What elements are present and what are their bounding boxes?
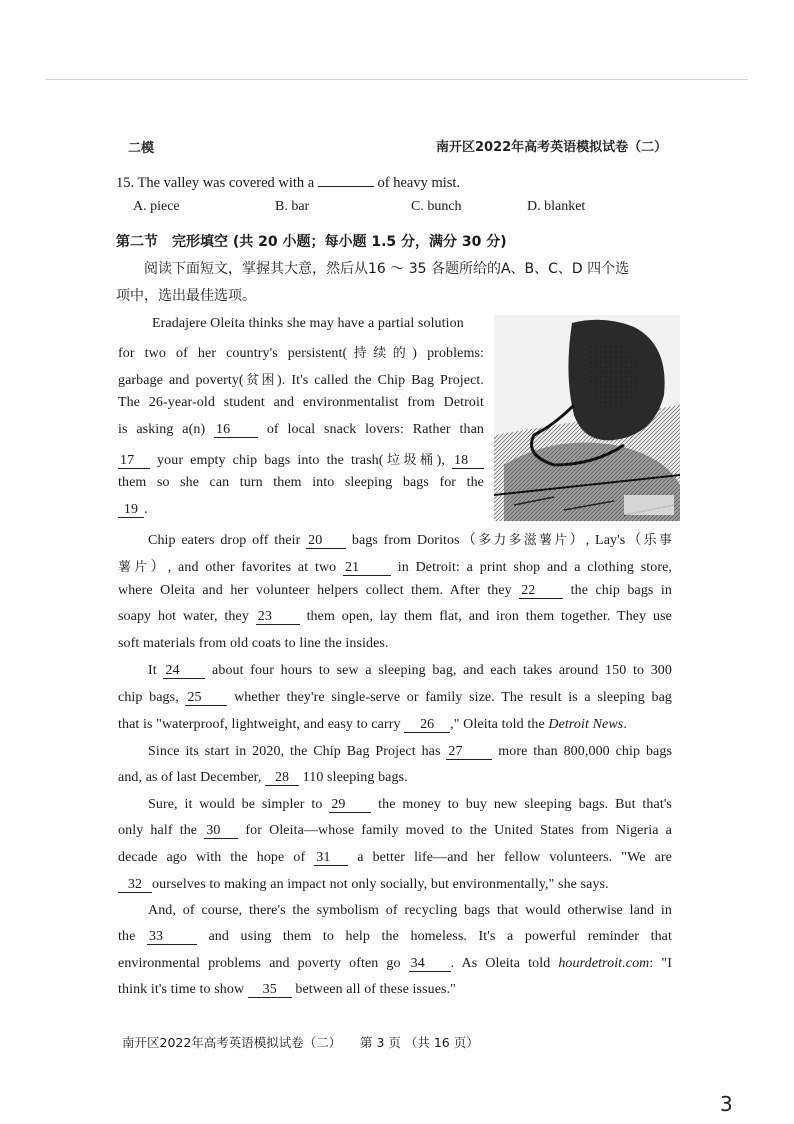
passage-line: chip bags, 25 whether they're single-serve or family size. The result is a sleeping bag [118, 690, 672, 705]
passage-line: The 26-year-old student and environmentalist from Detroit [118, 395, 484, 410]
question-15-stem-start: 15. The valley was covered with a [116, 175, 318, 191]
passage-line: garbage and poverty(贫困). It's called the Chip Bag Project. [118, 373, 485, 388]
blank-23: 23 [256, 610, 300, 625]
blank-27: 27 [446, 745, 492, 760]
passage-line: It 24 about four hours to sew a sleeping bag, and each takes around 150 to 300 [148, 663, 672, 678]
top-divider [46, 79, 748, 80]
page-number: 3 [720, 1092, 733, 1116]
blank-19: 19 [118, 503, 144, 518]
passage-line: environmental problems and poverty often go 34 . As Oleita told hourdetroit.com: "I [118, 956, 672, 971]
blank-28: 28 [265, 771, 299, 786]
option-c: C. bunch [411, 199, 462, 214]
question-15-stem-end: of heavy mist. [373, 175, 461, 191]
passage-line: and, as of last December, 28 110 sleeping bags. [118, 770, 408, 785]
blank-35: 35 [248, 983, 292, 998]
blank-22: 22 [519, 584, 563, 599]
passage-line: decade ago with the hope of 31 a better life—and her fellow volunteers. "We are [118, 850, 672, 865]
passage-line: Eradajere Oleita thinks she may have a partial solution [152, 316, 464, 331]
passage-line: soft materials from old coats to line the insides. [118, 636, 389, 651]
passage-line: 32 ourselves to making an impact not only socially, but environmentally," she says. [118, 877, 609, 893]
passage-line: soapy hot water, they 23 them open, lay them flat, and iron them together. They use [118, 609, 672, 624]
passage-line: Chip eaters drop off their 20 bags from Doritos（多力多滋薯片）, Lay's（乐事 [148, 533, 672, 548]
blank-24: 24 [163, 664, 205, 679]
blank-25: 25 [185, 691, 227, 706]
passage-line: them so she can turn them into sleeping bags for the [118, 475, 484, 490]
blank-18: 18 [452, 454, 484, 469]
blank-16: 16 [214, 423, 258, 438]
blank-17: 17 [118, 454, 150, 469]
section-title: 第二节 完形填空 (共 20 小题；每小题 1.5 分，满分 30 分) [116, 234, 507, 250]
passage-line: where Oleita and her volunteer helpers collect them. After they 22 the chip bags in [118, 583, 672, 598]
passage-line: 19 . [118, 502, 148, 518]
footer-exam-title: 南开区2022年高考英语模拟试卷（二） [122, 1035, 342, 1050]
sleeping-bag-photo [494, 315, 680, 521]
question-15 [116, 174, 460, 192]
question-15-blank [318, 174, 374, 187]
blank-33: 33 [147, 930, 197, 945]
blank-30: 30 [204, 824, 238, 839]
passage-line: think it's time to show 35 between all of these issues." [118, 982, 456, 997]
blank-26: 26 [404, 718, 450, 733]
blank-31: 31 [314, 851, 348, 866]
blank-29: 29 [329, 798, 371, 813]
passage-line: the 33 and using them to help the homeless. It's a powerful reminder that [118, 929, 672, 944]
passage-line: that is "waterproof, lightweight, and easy to carry 26 ," Oleita told the Detroit News. [118, 717, 627, 732]
passage-line: 薯片）, and other favorites at two 21 in Detroit: a print shop and a clothing store, [118, 560, 673, 575]
passage-line: only half the 30 for Oleita—whose family moved to the United States from Nigeria a [118, 823, 672, 838]
passage-line: for two of her country's persistent(持续的) problems: [118, 346, 484, 361]
option-b: B. bar [275, 199, 310, 214]
blank-32: 32 [118, 878, 152, 893]
passage-line: Since its start in 2020, the Chip Bag Project has 27 more than 800,000 chip bags [148, 744, 673, 759]
passage-line: Sure, it would be simpler to 29 the money to buy new sleeping bags. But that's [148, 797, 672, 812]
passage-line: is asking a(n) 16 of local snack lovers: Rather than [118, 422, 484, 437]
option-d: D. blanket [527, 199, 586, 214]
blank-21: 21 [343, 561, 391, 576]
passage-line: And, of course, there's the symbolism of recycling bags that would otherwise land in [148, 903, 672, 918]
passage-line: 17 your empty chip bags into the trash(垃圾桶), 18 [118, 449, 484, 469]
blank-20: 20 [306, 534, 346, 549]
blank-34: 34 [409, 957, 451, 972]
instructions-line-2: 项中，选出最佳选项。 [116, 288, 256, 304]
instructions-line-1: 阅读下面短文，掌握其大意，然后从16 ～ 35 各题所给的A、B、C、D 四个选 [144, 261, 630, 277]
header-exam-title: 南开区2022年高考英语模拟试卷（二） [436, 140, 668, 155]
footer-page-info: 第 3 页 （共 16 页） [360, 1035, 479, 1050]
option-a: A. piece [133, 199, 180, 214]
header-exam-label: 二模 [128, 141, 155, 156]
